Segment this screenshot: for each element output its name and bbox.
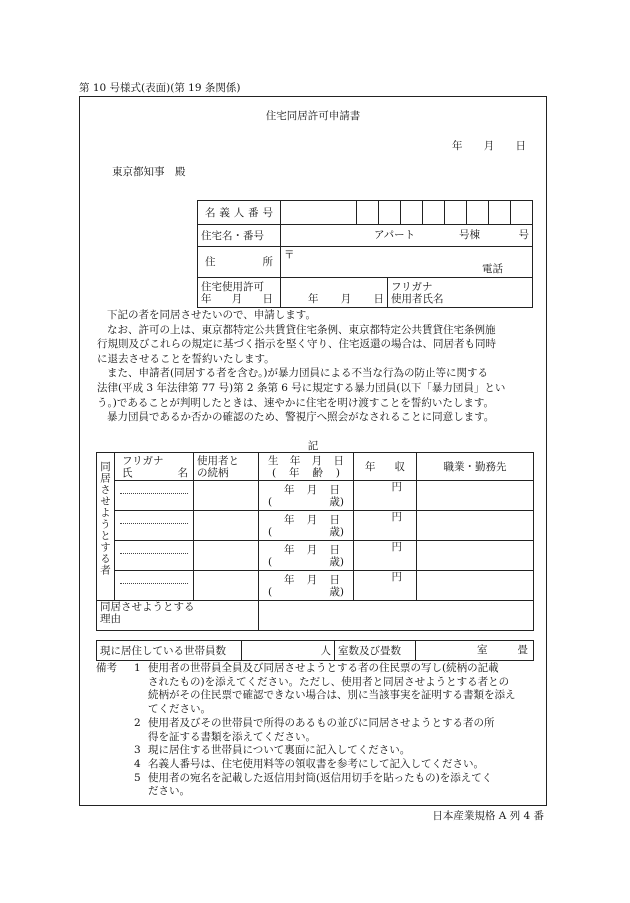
cohabitant-side-label: 同居させようとする者: [97, 453, 115, 601]
col-occupation-header: 職業・勤務先: [417, 453, 534, 481]
cohabitant-birth-cell[interactable]: 年 月 日 ( 歳): [259, 511, 354, 541]
cohabitant-name-cell[interactable]: [115, 541, 194, 571]
applicant-table: [197, 200, 533, 308]
cohabitant-income-cell[interactable]: 円: [354, 571, 417, 601]
permit-date-field[interactable]: 年 月 日: [281, 278, 388, 308]
cohabitant-row: [97, 541, 534, 571]
date-year: 年: [452, 140, 463, 152]
permit-label: 住宅使用許可 年 月 日: [198, 278, 281, 308]
col-birth-header: 生 年 月 日 ( 年 齢 ): [259, 453, 354, 481]
note-item: 3 現に居住する世帯員について裏面に記入してください。: [134, 744, 411, 757]
note-item: 備考 1 使用者の世帯員全員及び同居させようとする者の住民票の写し(続柄の記載 されたもの)を添えてください。ただし、使用者と同居させようとする者との 続柄がその住民票で確認できない場合は、別に当該事実を証明する書類を添え てください。: [96, 662, 516, 716]
rooms-field[interactable]: 室 畳: [416, 641, 534, 661]
cohabitant-name-cell[interactable]: [115, 571, 194, 601]
address-row: [198, 247, 533, 278]
household-label: 現に居住している世帯員数: [97, 641, 242, 661]
date-month: 月: [483, 140, 495, 152]
cohabitant-occupation-cell[interactable]: [417, 571, 534, 601]
declaration-text: 下記の者を同居させたいので、申請します。 なお、許可の上は、東京都特定公共賃貸住宅条例、東京都特定公共賃貸住宅条例施 行規則及びこれらの規定に基づく指示を堅く守り、住宅返還の場合は、同居者も同時 に退去させることを誓約いたします。 また、申請者(同居する者を含む。)が暴力団員による不当な行為の防止等に関する 法律(平成 3 年法律第 77 号)第 2 条第 6 号に規定する暴力団員(以下「暴力団員」とい う。)であることが判明したときは、速やかに住宅を明け渡すことを誓約いたします。 暴力団員であるか否かの確認のため、警視庁へ照会がなされることに同意します。: [97, 309, 506, 424]
rooms-label: 室数及び畳数: [335, 641, 416, 661]
cohabitant-row: [97, 511, 534, 541]
household-persons-field[interactable]: 人: [242, 641, 335, 661]
date-day: 日: [515, 140, 526, 152]
cohabitant-relation-cell[interactable]: [194, 541, 259, 571]
phone-label: 電話: [482, 262, 503, 275]
note-item: 2 使用者及びその世帯員で所得のあるもの並びに同居させようとする者の所 得を証する書類を添えてください。: [134, 716, 495, 743]
cohabitant-row: [97, 481, 534, 511]
postal-mark: 〒: [284, 248, 295, 261]
cohabitant-birth-cell[interactable]: 年 月 日 ( 歳): [259, 571, 354, 601]
cohabitant-birth-cell[interactable]: 年 月 日 ( 歳): [259, 541, 354, 571]
housing-label: 住宅名・番号: [198, 225, 281, 247]
address-field[interactable]: [281, 247, 533, 278]
cohabitant-occupation-cell[interactable]: [417, 511, 534, 541]
cohabitant-name-cell[interactable]: [115, 511, 194, 541]
note-item: 5 使用者の宛名を記載した返信用封筒(返信用切手を貼ったもの)を添えてく ださい。: [134, 771, 493, 798]
cohabitant-name-cell[interactable]: [115, 481, 194, 511]
cohabitant-table: [96, 452, 534, 631]
reason-row: [97, 601, 534, 631]
record-label: 記: [307, 440, 319, 452]
cohabitant-income-cell[interactable]: 円: [354, 511, 417, 541]
cohabitant-row: [97, 571, 534, 601]
col-relation-header: 使用者と の続柄: [194, 453, 259, 481]
cohabitant-relation-cell[interactable]: [194, 571, 259, 601]
notes-section: [96, 662, 536, 799]
cohabitant-occupation-cell[interactable]: [417, 541, 534, 571]
cohabitant-relation-cell[interactable]: [194, 481, 259, 511]
reason-field[interactable]: [259, 601, 534, 631]
col-income-header: 年 収: [354, 453, 417, 481]
housing-field[interactable]: アパート 号棟 号: [281, 225, 533, 247]
addressee: 東京都知事 殿: [112, 166, 186, 178]
note-item: 4 名義人番号は、住宅使用料等の領収書を参考にして記入してください。: [134, 757, 484, 770]
nominee-number-field[interactable]: [281, 201, 533, 225]
cohabitant-relation-cell[interactable]: [194, 511, 259, 541]
col-name-header: フリガナ 氏 名: [115, 453, 194, 481]
household-table: [96, 640, 534, 661]
nominee-number-label: 名 義 人 番 号: [198, 201, 281, 225]
form-title: 住宅同居許可申請書: [265, 110, 361, 122]
address-label: 住 所: [198, 247, 281, 278]
user-name-field[interactable]: [388, 278, 533, 308]
cohabitant-income-cell[interactable]: 円: [354, 481, 417, 511]
permit-row: [198, 278, 533, 308]
reason-label: 同居させようとする 理由: [97, 601, 259, 631]
cohabitant-occupation-cell[interactable]: [417, 481, 534, 511]
notes-label: 備考: [96, 662, 117, 674]
user-name-label: 使用者氏名: [391, 292, 444, 305]
housing-row: [198, 225, 533, 247]
form-number-label: 第 10 号様式(表面)(第 19 条関係): [79, 82, 241, 94]
nominee-number-row: [198, 201, 533, 225]
furigana-label: フリガナ: [391, 280, 433, 293]
paper-size-footer: 日本産業規格 A 列 4 番: [432, 810, 544, 822]
cohabitant-income-cell[interactable]: 円: [354, 541, 417, 571]
cohabitant-header-row: [97, 453, 534, 481]
cohabitant-birth-cell[interactable]: 年 月 日 ( 歳): [259, 481, 354, 511]
date-fields: [452, 138, 526, 153]
